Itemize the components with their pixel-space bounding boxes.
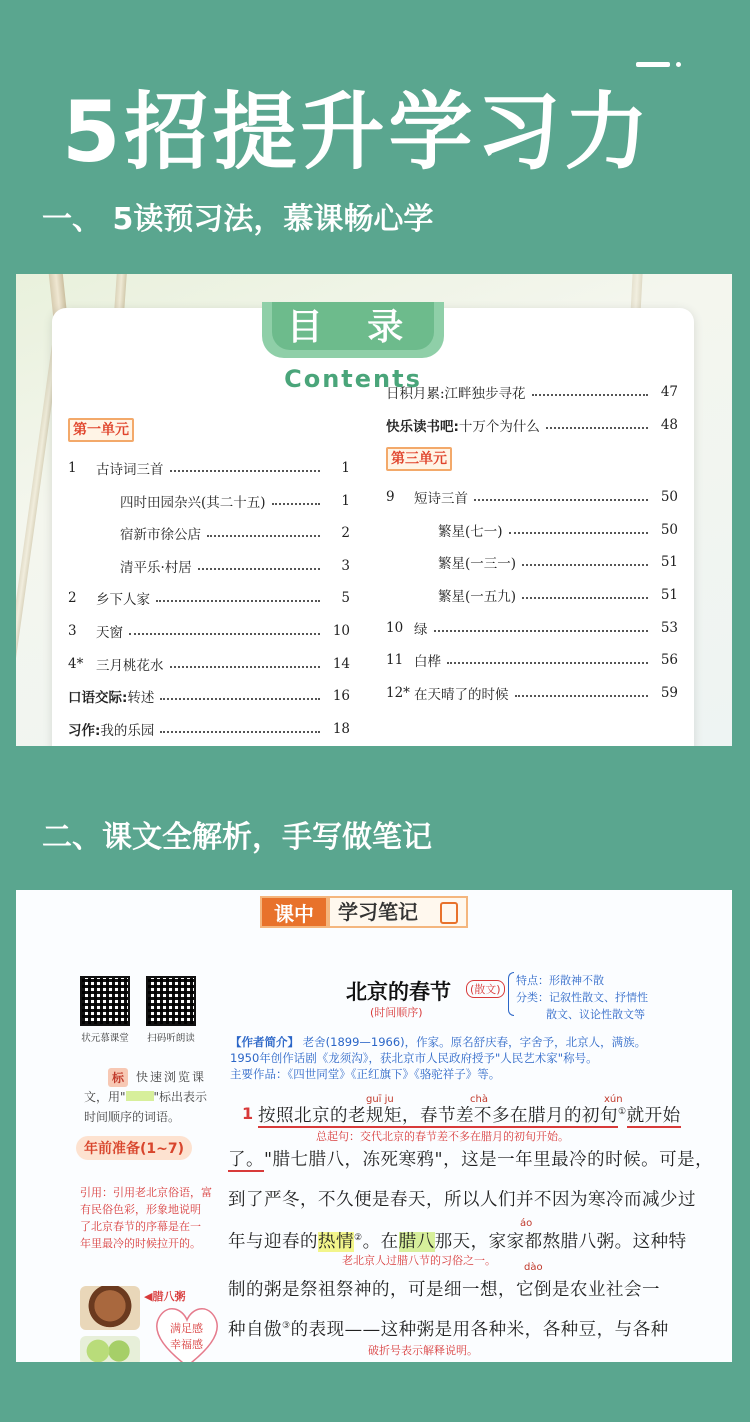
toc-entry-page: 2 <box>341 525 350 542</box>
footnote-marker: ② <box>354 1233 363 1244</box>
toc-leader-dots <box>272 497 320 505</box>
section-heading-2: 二、课文全解析，手写做笔记 <box>42 820 432 855</box>
toc-entry-page: 50 <box>660 489 678 506</box>
toc-leader-dots <box>198 562 320 570</box>
body-text-line <box>228 1146 713 1171</box>
side-note: 有民俗色彩，形象地说明 <box>80 1203 201 1216</box>
toc-entry[interactable] <box>386 681 678 705</box>
tip-tag: 标 <box>108 1068 128 1087</box>
toc-entry-title: 白桦 <box>414 654 441 671</box>
margin-note: 老北京人过腊八节的习俗之一。 <box>342 1254 496 1267</box>
highlighted-word: 腊八 <box>398 1232 435 1252</box>
toc-entry[interactable] <box>68 489 350 513</box>
genre-note: 分类：记叙性散文、抒情性 <box>516 991 648 1004</box>
toc-entry-number: 12* <box>386 684 410 701</box>
genre-tag: (散文) <box>466 980 505 998</box>
margin-note: 总起句：交代北京的春节差不多在腊月的初旬开始。 <box>316 1130 569 1143</box>
toc-entry-category: 口语交际: <box>68 690 128 707</box>
toc-leader-dots <box>170 660 321 668</box>
body-text: 年与迎春的 <box>228 1232 318 1252</box>
notebook-icon <box>440 902 458 924</box>
laba-porridge-image <box>80 1286 140 1330</box>
toc-entry[interactable] <box>68 717 350 741</box>
toc-entry[interactable] <box>68 456 350 480</box>
toc-entry-page: 51 <box>660 554 678 571</box>
toc-entry-title: 繁星(一五九) <box>438 589 517 605</box>
body-text: 种自傲 <box>228 1320 282 1340</box>
badge-study-notes: 学习笔记 <box>328 896 468 928</box>
toc-entry-category: 习作: <box>68 722 101 739</box>
author-intro-line: 老舍(1899—1966)，作家。原名舒庆春，字舍予，北京人，满族。 <box>302 1035 647 1049</box>
body-text-underlined: 按照北京的老规矩，春节差不多在腊月的初旬 <box>258 1106 618 1126</box>
toc-unit-heading: 第一单元 <box>68 418 134 442</box>
toc-entry[interactable] <box>68 554 350 578</box>
toc-leader-dots <box>160 725 320 733</box>
qr-caption: 状元慕课堂 <box>81 1033 129 1044</box>
toc-leader-dots <box>156 594 320 602</box>
toc-entry[interactable] <box>386 550 678 574</box>
notes-panel <box>16 890 732 1362</box>
toc-entry-page: 16 <box>332 688 350 705</box>
toc-leader-dots <box>129 627 320 635</box>
margin-note: 破折号表示解释说明。 <box>368 1344 478 1357</box>
toc-entry-title: 古诗词三首 <box>96 462 164 478</box>
toc-entry-title: 短诗三首 <box>414 491 468 508</box>
toc-entry-page: 51 <box>660 587 678 603</box>
toc-entry-number: 3 <box>68 623 77 639</box>
body-text-line: 到了严冬，不久便是春天，所以人们并不因为寒冷而减少过 <box>228 1190 696 1210</box>
tip-text-part: "标出表示 <box>153 1090 208 1104</box>
toc-leader-dots <box>160 692 320 700</box>
toc-entry-title: 四时田园杂兴(其二十五) <box>120 494 266 511</box>
author-intro-line: 主要作品：《四世同堂》《正红旗下》《骆驼祥子》等。 <box>230 1067 501 1081</box>
side-note: 年里最冷的时候拉开的。 <box>80 1237 201 1250</box>
toc-entry-page: 1 <box>341 492 350 509</box>
genre-note: 散文、议论性散文等 <box>546 1008 645 1021</box>
toc-leader-dots <box>447 656 648 664</box>
author-intro-label: 【作者简介】 <box>230 1035 299 1049</box>
toc-entry-page: 18 <box>332 720 350 737</box>
pinyin-annotation: xún <box>604 1094 623 1105</box>
toc-entry[interactable] <box>386 648 678 672</box>
toc-entry-page: 56 <box>660 652 678 669</box>
side-note: 引用：引用老北京俗语，富 <box>80 1186 212 1199</box>
toc-entry-number: 1 <box>68 460 77 476</box>
toc-entry-title: 清平乐·村居 <box>120 559 192 576</box>
toc-entry-page: 10 <box>332 623 350 639</box>
toc-leader-dots <box>474 493 648 501</box>
toc-entry-title: 三月桃花水 <box>96 657 164 674</box>
toc-leader-dots <box>434 624 649 632</box>
image-label: ◀腊八粥 <box>144 1290 186 1303</box>
toc-entry[interactable] <box>386 380 678 404</box>
pinyin-annotation: dào <box>524 1262 543 1273</box>
toc-entry[interactable] <box>68 521 350 545</box>
toc-entry-number: 2 <box>68 590 77 607</box>
toc-entry-page: 14 <box>332 655 350 672</box>
toc-entry-number: 4* <box>68 655 84 672</box>
lesson-title: 北京的春节 <box>346 979 451 1004</box>
lesson-structure-note: (时间顺序) <box>370 1006 423 1019</box>
author-intro-line: 1950年创作话剧《龙须沟》，获北京市人民政府授予"人民艺术家"称号。 <box>230 1051 598 1065</box>
genre-note: 特点：形散神不散 <box>516 974 604 987</box>
tip-text: 快速浏览课 <box>136 1070 207 1084</box>
decorative-dot <box>676 62 681 67</box>
toc-leader-dots <box>532 388 648 396</box>
pinyin-annotation: guī ju <box>366 1094 394 1105</box>
side-note: 了北京春节的序幕是在一 <box>80 1220 201 1233</box>
toc-entry-title: 宿新市徐公店 <box>120 527 201 544</box>
toc-entry[interactable] <box>386 616 678 640</box>
qr-code-icon[interactable] <box>146 976 196 1026</box>
pinyin-annotation: chà <box>470 1094 488 1105</box>
toc-entry[interactable] <box>386 583 678 607</box>
page-title: 5招提升学习力 <box>62 83 653 181</box>
toc-heading: 目 录 <box>286 307 420 348</box>
footnote-marker: ① <box>618 1107 627 1118</box>
tip-text-part: 文，用" <box>84 1090 126 1104</box>
footnote-marker: ③ <box>282 1321 291 1332</box>
toc-leader-dots <box>515 689 649 697</box>
brace-icon <box>508 972 514 1016</box>
toc-leader-dots <box>546 421 648 429</box>
toc-entry-title: 天窗 <box>96 625 123 641</box>
qr-code-icon[interactable] <box>80 976 130 1026</box>
toc-entry-title: 繁星(一三一) <box>438 556 517 573</box>
badge-in-class: 课中 <box>260 896 328 928</box>
toc-entry[interactable] <box>68 586 350 610</box>
toc-entry-title: 在天晴了的时候 <box>414 686 509 703</box>
toc-entry-page: 3 <box>341 557 350 574</box>
toc-leader-dots <box>207 529 320 537</box>
toc-entry-title: 我的乐园 <box>100 722 155 739</box>
body-text-line <box>228 1316 669 1341</box>
toc-entry-page: 59 <box>660 684 678 701</box>
toc-subheading: Contents <box>284 365 422 393</box>
toc-entry-title: 十万个为什么 <box>458 418 540 435</box>
tip-text <box>84 1088 207 1105</box>
toc-entry[interactable] <box>68 684 350 708</box>
toc-entry-number: 11 <box>386 652 404 669</box>
toc-unit-heading: 第三单元 <box>386 447 452 471</box>
toc-entry-title: 转述 <box>127 690 155 707</box>
toc-leader-dots <box>170 464 321 472</box>
body-text-line: 制的粥是祭祖祭神的，可是细一想，它倒是农业社会一 <box>228 1280 660 1300</box>
toc-entry-number: 10 <box>386 619 404 636</box>
garlic-image <box>80 1336 140 1362</box>
toc-entry-page: 5 <box>341 590 350 607</box>
decorative-dash <box>636 62 670 67</box>
toc-entry-page: 53 <box>660 619 678 636</box>
toc-entry-page: 48 <box>660 416 678 433</box>
toc-entry-page: 50 <box>660 521 678 538</box>
toc-leader-dots <box>509 526 648 534</box>
body-text-underlined: 了。 <box>228 1150 264 1170</box>
toc-entry[interactable] <box>386 485 678 509</box>
qr-caption: 扫码听朗读 <box>147 1033 195 1044</box>
toc-entry-number: 9 <box>386 489 395 506</box>
toc-entry[interactable] <box>68 652 350 676</box>
toc-card <box>52 308 694 746</box>
toc-entry-title: 日积月累:江畔独步寻花 <box>386 386 526 402</box>
heart-text: 幸福感 <box>170 1338 203 1351</box>
toc-leader-dots <box>522 591 648 599</box>
heart-text: 满足感 <box>170 1322 203 1335</box>
toc-entry-title: 乡下人家 <box>96 592 150 609</box>
body-text: 那天，家家都熬腊八粥。这种特 <box>434 1232 687 1252</box>
toc-entry-page: 47 <box>660 384 678 400</box>
section-tag: 年前准备(1~7) <box>76 1136 192 1160</box>
highlighted-word: 热情 <box>318 1232 354 1252</box>
body-text-line <box>258 1102 681 1127</box>
body-text: 的表现——这种粥是用各种米，各种豆，与各种 <box>290 1320 669 1340</box>
body-text: 。在 <box>362 1232 399 1252</box>
section-heading-1: 一、 5读预习法，慕课畅心学 <box>42 202 434 237</box>
toc-entry-page: 1 <box>341 460 350 476</box>
toc-entry[interactable] <box>68 619 350 643</box>
paragraph-number: 1 <box>242 1104 254 1123</box>
toc-entry-title: 繁星(七一) <box>438 523 503 540</box>
body-text: "腊七腊八，冻死寒鸦"，这是一年里最冷的时候。可是， <box>264 1150 714 1170</box>
toc-panel <box>16 274 732 746</box>
toc-entry[interactable] <box>386 518 678 542</box>
body-text-line <box>228 1228 687 1253</box>
toc-entry-category: 快乐读书吧: <box>386 418 459 435</box>
tip-text: 时间顺序的词语。 <box>84 1110 181 1124</box>
body-text-underlined: 就开始 <box>626 1106 681 1126</box>
toc-entry-title: 绿 <box>414 621 428 638</box>
author-intro <box>230 1034 646 1050</box>
toc-entry[interactable] <box>386 413 678 437</box>
pinyin-annotation: áo <box>520 1218 533 1229</box>
toc-leader-dots <box>522 558 648 566</box>
highlight-swatch <box>126 1091 154 1101</box>
